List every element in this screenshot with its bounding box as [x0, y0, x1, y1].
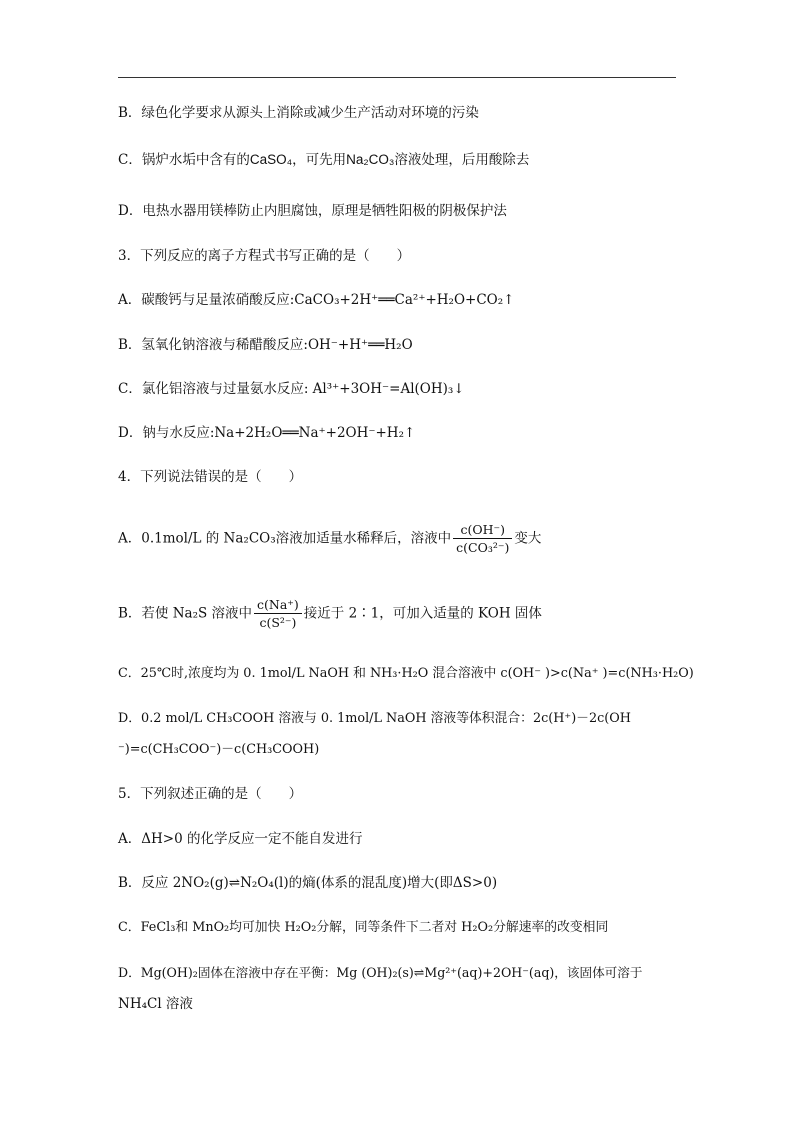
option-5d-line1 [118, 963, 642, 983]
option-5d-line2 [118, 994, 193, 1014]
question-4 [118, 467, 302, 487]
fraction-denominator: c(CO₃²⁻) [456, 540, 510, 555]
question-text: 5．下列叙述正确的是（ ） [118, 786, 303, 802]
option-2c [118, 150, 529, 170]
question-3 [118, 246, 410, 266]
question-5 [118, 784, 302, 804]
fraction-numerator: c(Na⁺) [254, 597, 302, 614]
option-text: D．电热水器用镁棒防止内胆腐蚀，原理是牺牲阳极的阴极保护法 [118, 203, 507, 219]
option-3a [118, 290, 514, 310]
option-text-pre: C．锅炉水垢中含有的 [118, 152, 250, 168]
option-text: ⁻)=c(CH₃COO⁻)－c(CH₃COOH) [118, 742, 320, 757]
option-2d [118, 201, 507, 221]
option-text-post: 变大 [514, 530, 542, 547]
fraction-oh-co3 [453, 522, 512, 555]
option-5a [118, 829, 362, 849]
header-rule [118, 77, 676, 78]
option-3c [118, 379, 465, 399]
formula-na2co3: Na₂CO₃ [346, 152, 395, 167]
question-text: 3．下列反应的离子方程式书写正确的是（ ） [118, 248, 411, 264]
option-text: B．反应 2NO₂(g)⇌N₂O₄(l)的熵(体系的混乱度)增大(即ΔS>0) [118, 875, 498, 891]
option-3b [118, 335, 413, 355]
option-text: A．碳酸钙与足量浓硝酸反应:CaCO₃+2H⁺══Ca²⁺+H₂O+CO₂↑ [118, 292, 515, 308]
formula-caso4: CaSO₄ [249, 152, 293, 167]
option-text: B．氢氧化钠溶液与稀醋酸反应:OH⁻+H⁺══H₂O [118, 337, 413, 353]
option-text-pre: A．0.1mol/L 的 Na₂CO₃溶液加适量水稀释后，溶液中 [118, 530, 452, 547]
option-4b [118, 597, 542, 630]
fraction-numerator: c(OH⁻) [453, 522, 512, 539]
option-text: NH₄Cl 溶液 [118, 996, 193, 1012]
option-text: D．0.2 mol/L CH₃COOH 溶液与 0. 1mol/L NaOH 溶液等体积混合：2c(H⁺)－2c(OH [118, 711, 631, 726]
option-text: C．氯化铝溶液与过量氨水反应: Al³⁺+3OH⁻=Al(OH)₃↓ [118, 381, 465, 397]
fraction-na-s [254, 597, 302, 630]
option-text-pre: B．若使 Na₂S 溶液中 [118, 605, 253, 622]
option-text: D．Mg(OH)₂固体在溶液中存在平衡：Mg (OH)₂(s)⇌Mg²⁺(aq)+2OH⁻(aq)，该固体可溶于 [118, 965, 643, 980]
option-5c [118, 918, 608, 938]
option-text-post: 溶液处理，后用酸除去 [394, 152, 530, 168]
option-text: A．ΔH>0 的化学反应一定不能自发进行 [118, 831, 363, 847]
option-text-post: 接近于 2∶1，可加入适量的 KOH 固体 [303, 605, 542, 622]
option-4a [118, 522, 541, 555]
option-4d-line2 [118, 740, 319, 760]
option-4d-line1 [118, 709, 631, 729]
option-text: C．25℃时,浓度均为 0. 1mol/L NaOH 和 NH₃·H₂O 混合溶液中 c(OH⁻ )>c(Na⁺ )=c(NH₃·H₂O) [118, 666, 694, 681]
option-2b [118, 103, 479, 123]
option-text-mid: ，可先用 [292, 152, 347, 168]
option-4c [118, 664, 694, 684]
option-5b [118, 873, 497, 893]
option-text: C．FeCl₃和 MnO₂均可加快 H₂O₂分解，同等条件下二者对 H₂O₂分解速率的改变相同 [118, 920, 609, 935]
option-text: B．绿色化学要求从源头上消除或减少生产活动对环境的污染 [118, 105, 479, 121]
option-text: D．钠与水反应:Na+2H₂O══Na⁺+2OH⁻+H₂↑ [118, 425, 416, 441]
fraction-denominator: c(S²⁻) [259, 615, 297, 630]
question-text: 4．下列说法错误的是（ ） [118, 469, 303, 485]
option-3d [118, 423, 415, 443]
